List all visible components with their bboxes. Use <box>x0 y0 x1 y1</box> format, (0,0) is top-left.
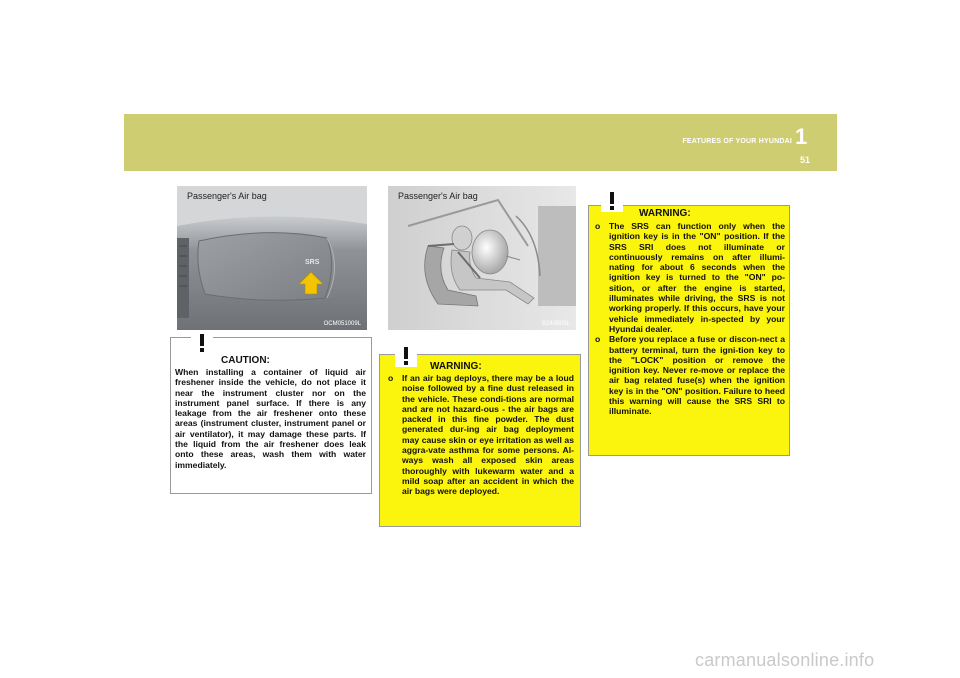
page-number: 51 <box>799 155 810 165</box>
caution-text: When installing a container of liquid air freshener inside the vehicle, do not place it near the instrument cluster nor on the instrument panel surface. If there is any leakage from the air freshener onto these areas (instrument cluster, instrument panel or air ventilator), it may damage these parts. If the liquid from the air freshener does leak onto these areas, wash them with water immediately. <box>175 367 366 470</box>
dashboard-illustration <box>177 186 367 330</box>
chapter-number: 1 <box>795 124 808 149</box>
airbag-deployment-illustration <box>388 186 576 330</box>
warning-item: o The SRS can function only when the ignition key is in the "ON" position. If the SRS SRI does not illuminate or continuously remains on after illumi-nating for about 6 seconds when the ignition key is turned to the "ON" po-sition, or after the engine is started, illuminates while driving, the SRS is not working properly. If this occurs, have your vehicle immediately in-spected by your Hyundai dealer. <box>595 221 785 334</box>
exclamation-icon <box>395 345 417 367</box>
exclamation-icon <box>191 332 213 354</box>
warning-item: o Before you replace a fuse or discon-nect a battery terminal, turn the igni-tion key to the "LOCK" position or remove the ignition key. Never re-move or replace the air bag related fuse(s) when the ignition key is in the "ON" position. Failure to heed this warning will cause the SRS SRI to illuminate. <box>595 334 785 417</box>
photo-code: B240B05L <box>541 321 570 327</box>
photo-code: OCM051009L <box>323 321 361 327</box>
bullet: o <box>595 221 601 231</box>
warning-list <box>388 373 574 497</box>
warning-title: WARNING: <box>430 361 482 372</box>
photo-label: Passenger's Air bag <box>398 191 478 201</box>
passenger-airbag-dashboard-photo <box>177 186 367 330</box>
exclamation-icon <box>601 190 623 212</box>
bullet: o <box>388 373 394 383</box>
warning-title: WARNING: <box>639 208 691 219</box>
section-title: FEATURES OF YOUR HYUNDAI <box>682 138 792 145</box>
warning-list <box>595 221 785 417</box>
svg-text:SRS: SRS <box>305 259 320 266</box>
bullet: o <box>595 334 601 345</box>
srs-function-warning-box <box>588 205 790 456</box>
caution-title: CAUTION: <box>221 355 270 366</box>
watermark: carmanualsonline.info <box>695 650 875 670</box>
warning-item: o If an air bag deploys, there may be a loud noise followed by a fine dust released in the vehicle. These condi-tions are normal and are not hazard-ous - the air bags are packed in this fine powder. The dust generated dur-ing air bag deployment may cause skin or eye irritation as well as aggra-vate asthma for some persons. Al-ways wash all exposed skin areas thoroughly with lukewarm water and a mild soap after an accident in which the air bags were deployed. <box>388 373 574 497</box>
airbag-deployment-photo <box>388 186 576 330</box>
caution-box <box>170 337 372 494</box>
photo-label: Passenger's Air bag <box>187 191 267 201</box>
airbag-dust-warning-box <box>379 354 581 527</box>
